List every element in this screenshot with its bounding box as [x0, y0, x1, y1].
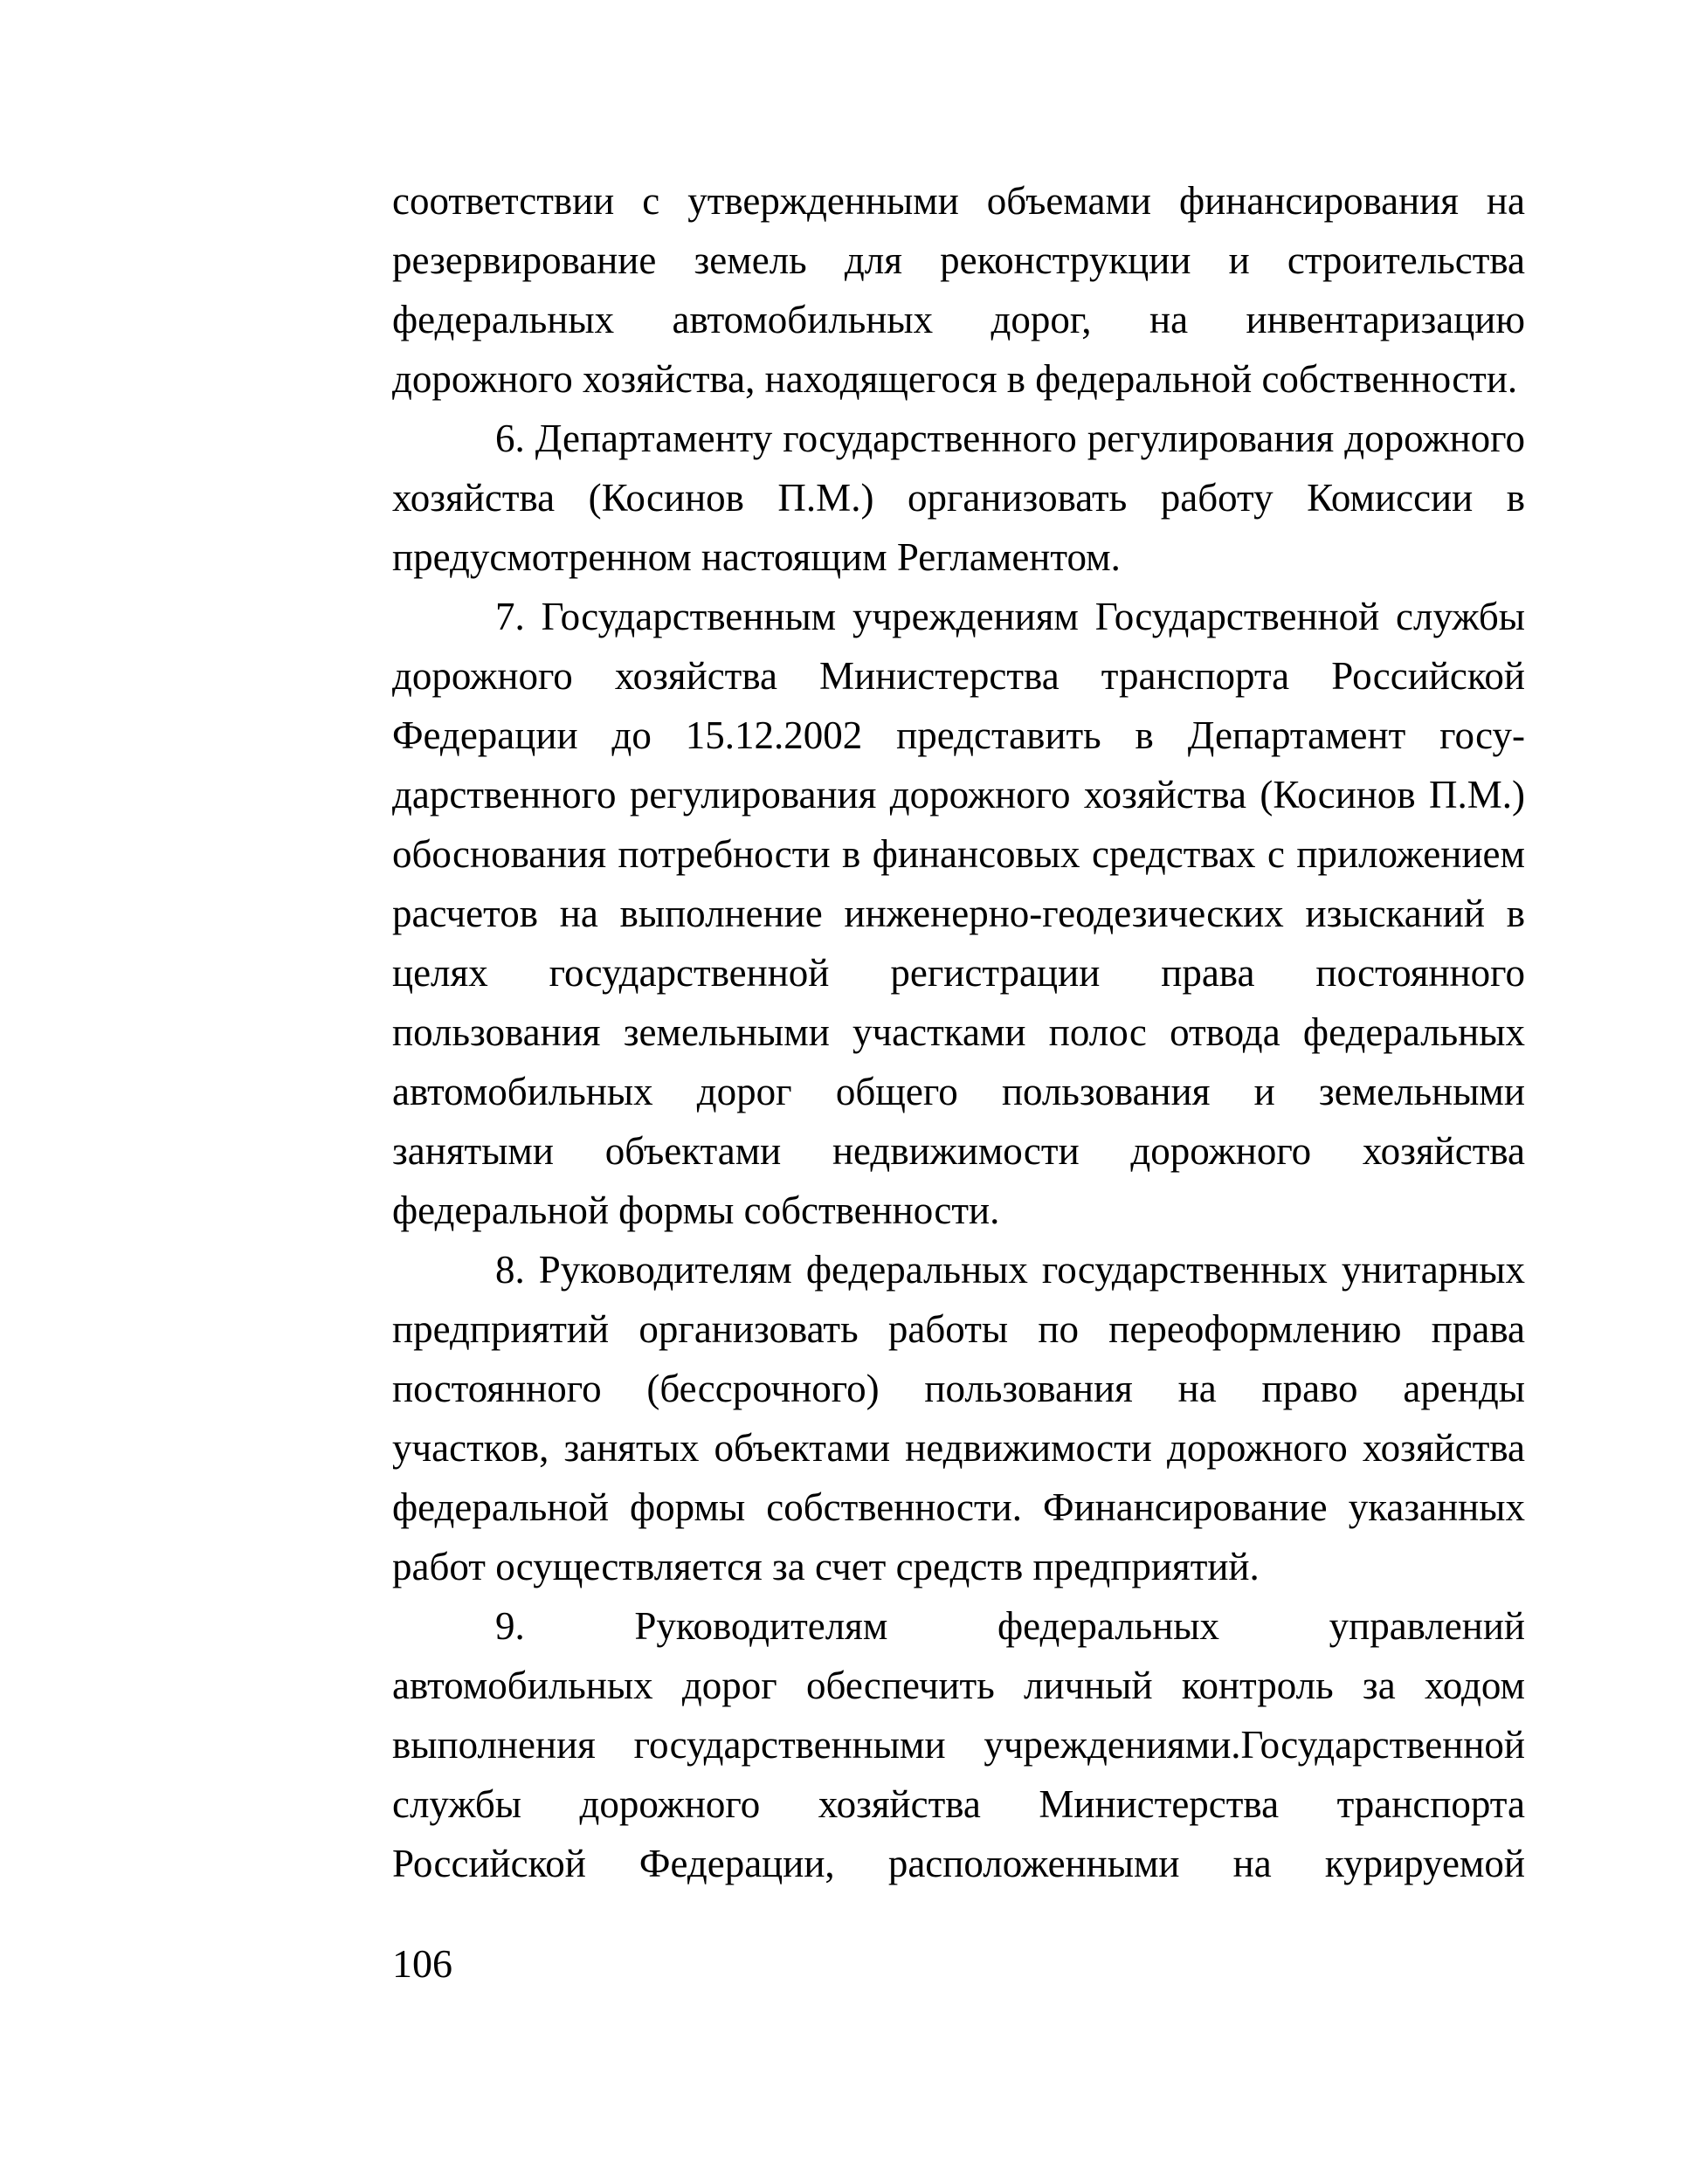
text-line: 9. Руководителям федеральных управлений — [495, 1604, 1525, 1648]
text-line: Федерации до 15.12.2002 представить в Департамент госу- — [392, 713, 1525, 757]
text-line: целях государственной регистрации права постоянного — [392, 951, 1525, 995]
text-line: постоянного (бессрочного) пользования на право аренды — [392, 1367, 1525, 1410]
text-line: выполнения государственными учреждениями.Государственной — [392, 1723, 1525, 1767]
text-line: дарственного регулирования дорожного хозяйства (Косинов П.М.) — [392, 773, 1525, 816]
text-line: пользования земельными участками полос отвода федеральных — [392, 1010, 1525, 1054]
text-line: предприятий организовать работы по переоформлению права — [392, 1307, 1525, 1351]
text-line: федеральных автомобильных дорог, на инвентаризацию — [392, 298, 1525, 341]
text-line: резервирование земель для реконструкции и строительства — [392, 238, 1525, 282]
text-line: занятыми объектами недвижимости дорожного хозяйства — [392, 1129, 1525, 1173]
text-line: автомобильных дорог общего пользования и земельными — [392, 1070, 1525, 1113]
text-line: соответствии с утвержденными объемами финансирования на — [392, 179, 1525, 223]
text-line: работ осуществляется за счет средств предприятий. — [392, 1545, 1260, 1588]
text-line: дорожного хозяйства Министерства транспорта Российской — [392, 654, 1525, 698]
page-number: 106 — [392, 1941, 452, 1986]
text-line: участков, занятых объектами недвижимости дорожного хозяйства — [392, 1426, 1525, 1470]
text-line: Российской Федерации, расположенными на курируемой — [392, 1842, 1525, 1885]
text-line: хозяйства (Косинов П.М.) организовать работу Комиссии в — [392, 476, 1525, 520]
text-line: предусмотренном настоящим Регламентом. — [392, 535, 1121, 579]
text-line: автомобильных дорог обеспечить личный контроль за ходом — [392, 1664, 1525, 1707]
text-line: федеральной формы собственности. Финансирование указанных — [392, 1485, 1525, 1529]
text-line: 6. Департаменту государственного регулирования дорожного — [495, 417, 1525, 460]
text-line: обоснования потребности в финансовых средствах с приложением — [392, 832, 1525, 876]
text-line: 7. Государственным учреждениям Государственной службы — [495, 595, 1525, 638]
text-line: федеральной формы собственности. — [392, 1188, 1000, 1232]
document-body — [392, 171, 1525, 1893]
text-line: дорожного хозяйства, находящегося в федеральной собственности. — [392, 357, 1518, 401]
text-line: службы дорожного хозяйства Министерства транспорта — [392, 1782, 1525, 1826]
text-line: 8. Руководителям федеральных государственных унитарных — [495, 1248, 1525, 1292]
text-line: расчетов на выполнение инженерно-геодезических изысканий в — [392, 892, 1525, 935]
